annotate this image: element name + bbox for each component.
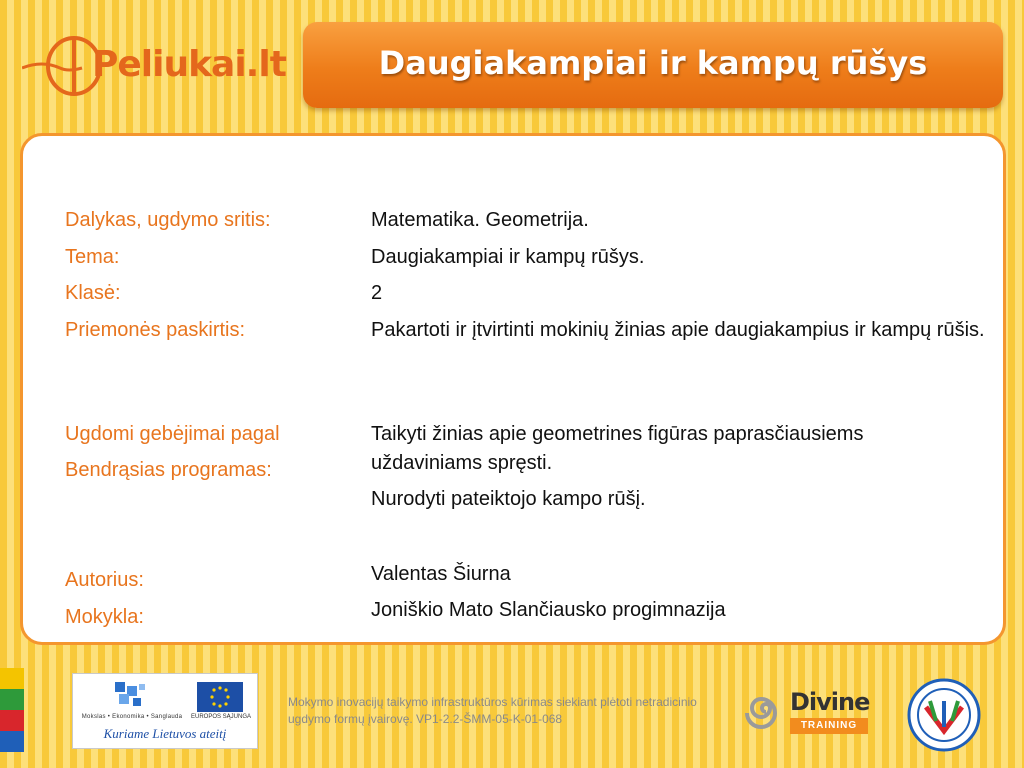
page-title: Daugiakampiai ir kampų rūšys xyxy=(378,44,928,82)
strip-green xyxy=(0,689,24,710)
subject-value: Matematika. Geometrija. xyxy=(371,209,589,231)
grade-value: 2 xyxy=(371,282,383,304)
purpose-label: Priemonės paskirtis: xyxy=(65,319,246,341)
logo-text: Peliukai.lt xyxy=(92,44,286,85)
divine-training-logo xyxy=(744,686,874,738)
title-banner xyxy=(303,22,1003,108)
school-label: Mokykla: xyxy=(65,606,144,628)
eu-flag-icon xyxy=(197,682,243,712)
eu-slogan: Kuriame Lietuvos ateitį xyxy=(103,726,227,741)
skills-value-2: Nurodyti pateiktojo kampo rūšį. xyxy=(371,488,646,510)
strip-red xyxy=(0,710,24,731)
subject-label: Dalykas, ugdymo sritis: xyxy=(65,209,271,231)
eu-funding-logos xyxy=(72,673,258,749)
purpose-value: Pakartoti ir įtvirtinti mokinių žinias apie daugiakampius ir kampų rūšis. xyxy=(371,319,985,341)
divine-word: Divine xyxy=(790,688,870,716)
project-note: Mokymo inovacijų taikymo infrastruktūros kūrimas siekiant plėtoti netradicinio ugdymo formų įvairovę. VP1-2.2-ŠMM-05-K-01-068 xyxy=(288,695,697,726)
author-label: Autorius: xyxy=(65,569,144,591)
peliukai-logo xyxy=(22,30,292,100)
author-value: Valentas Šiurna xyxy=(371,563,511,585)
strip-blue xyxy=(0,731,24,752)
color-strip xyxy=(0,668,24,752)
grade-label: Klasė: xyxy=(65,282,121,304)
spiral-icon xyxy=(744,686,788,736)
info-card xyxy=(20,133,1006,645)
strip-yellow xyxy=(0,668,24,689)
skills-label-line2: Bendrąsias programas: xyxy=(65,459,272,481)
eu-subtitle: Mokslas • Ekonomika • Sanglauda xyxy=(81,714,183,720)
skills-value-1: Taikyti žinias apie geometrines figūras paprasčiausiems uždaviniams spręsti. xyxy=(371,423,864,474)
topic-value: Daugiakampiai ir kampų rūšys. xyxy=(371,246,645,268)
puzzle-icon xyxy=(111,680,151,712)
school-emblem-icon xyxy=(906,677,982,753)
school-value: Joniškio Mato Slančiausko progimnazija xyxy=(371,599,726,621)
topic-label: Tema: xyxy=(65,246,120,268)
skills-label-line1: Ugdomi gebėjimai pagal xyxy=(65,423,280,445)
eu-flag-caption: EUROPOS SĄJUNGA xyxy=(191,714,252,720)
training-label: TRAINING xyxy=(790,718,868,734)
